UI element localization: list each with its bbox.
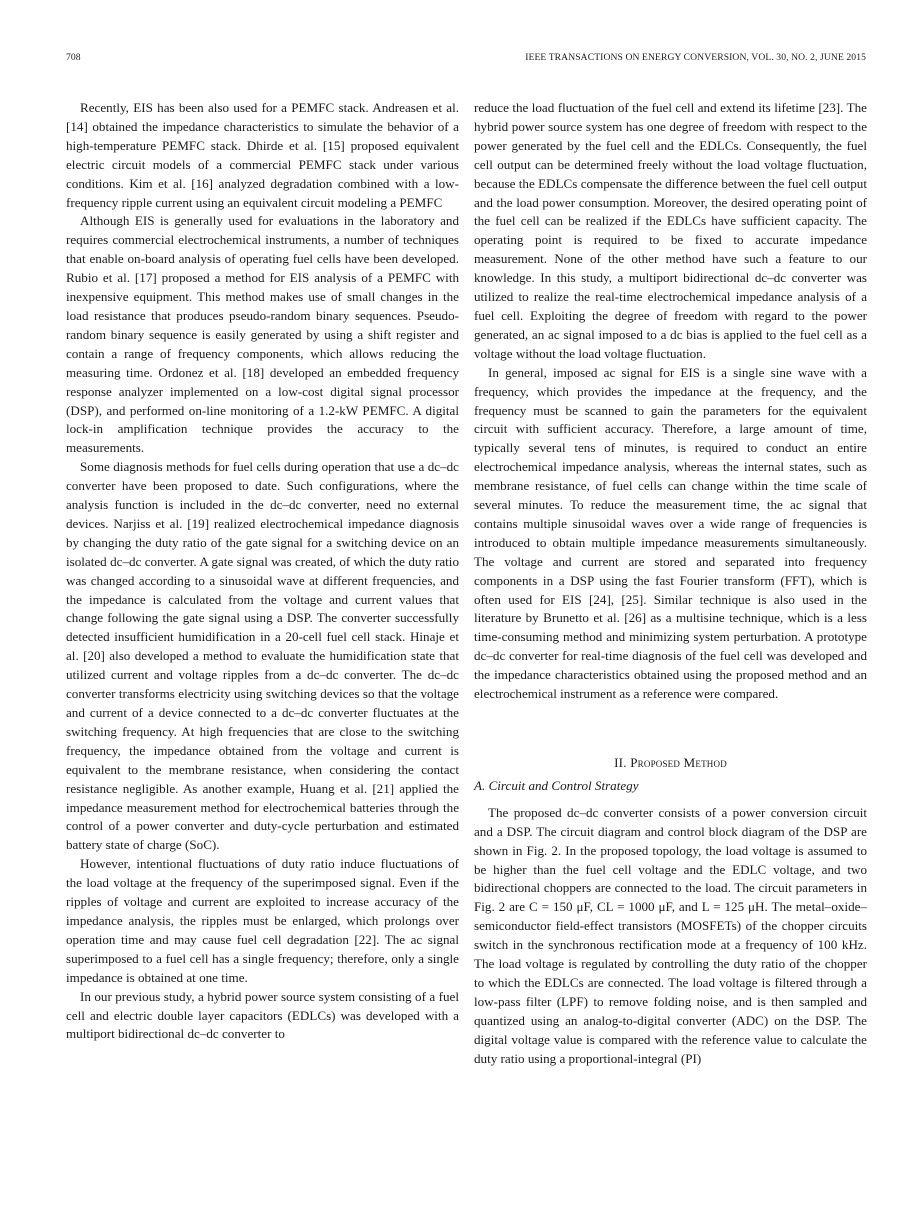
paragraph-circuit-control: The proposed dc–dc converter consists of a power conversion circuit and a DSP. The circuit diagram and control block diagram of the DSP are shown in Fig. 2. In the proposed topology, the load voltage is assumed to be higher than the fuel cell voltage and the EDLC voltage, and two bidirectional choppers are connected to the load. The circuit parameters in Fig. 2 are C = 150 μF, CL = 1000 μF, and L = 125 μH. The metal–oxide–semiconductor field-effect transistors (MOSFETs) of the chopper circuits switch in the synchronous rectification mode at a frequency of 100 kHz. The load voltage is regulated by controlling the duty ratio of the chopper to which the EDLCs are connected. The load voltage is filtered through a low-pass filter (LPF) to remove folding noise, and is then sampled and quantized using an analog-to-digital converter (ADC) on the DSP. The digital voltage value is compared with the reference value to calculate the duty ratio using a proportional-integral (PI) — [474, 804, 867, 1066]
paragraph-previous-study: In our previous study, a hybrid power source system consisting of a fuel cell and electric double layer capacitors (EDLCs) was developed with a multiport bidirectional dc–dc converter to — [66, 988, 459, 1042]
page-number: 708 — [66, 52, 81, 63]
right-column — [474, 99, 867, 1069]
left-column — [66, 99, 459, 1044]
section-title: Proposed Method — [630, 755, 727, 770]
paragraph-dcdc-diagnosis: Some diagnosis methods for fuel cells during operation that use a dc–dc converter have been proposed to date. Such configurations, where the analysis function is included in the dc–dc converter, need no external devices. Narjiss et al. [19] realized electrochemical impedance diagnosis by changing the duty ratio of the gate signal for a switching device on an isolated dc–dc converter. A gate signal was created, of which the duty ratio was changed according to a sinusoidal wave at different frequencies, and the impedance is calculated from the voltage and current values that change following the gate signal using a DSP. The converter successfully detected insufficient humidification in a 20-cell fuel cell stack. Hinaje et al. [20] also developed a method to evaluate the humidification state that utilized current and voltage ripples from a dc–dc converter. The dc–dc converter transforms electricity using switching devices so that the voltage and current of a device connected to a dc–dc converter fluctuates at the switching frequency. At high frequencies that are close to the switching frequency, the impedance obtained from the voltage and current is equivalent to the membrane resistance, when considering the contact resistance negligible. As another example, Huang et al. [21] applied the impedance measurement method for electrochemical batteries through the control of a power converter and duty-cycle perturbation and estimated battery state of charge (SoC). — [66, 459, 459, 853]
section-heading — [474, 754, 867, 773]
subsection-label: A. — [474, 777, 486, 793]
subsection-title: Circuit and Control Strategy — [488, 777, 639, 793]
paragraph-onboard-eis: Although EIS is generally used for evaluations in the laboratory and requires commercial electrochemical instruments, a number of techniques that enable on-board analysis of operating fuel cells have been developed. Rubio et al. [17] proposed a method for EIS analysis of a PEMFC with inexpensive equipment. This method makes use of small changes in the load resistance that produces pseudo-random binary sequences. Pseudo-random binary sequence is easily generated by using a shift register and contain a range of frequency components, which allows reducing the measuring time. Ordonez et al. [18] developed an embedded frequency response analyzer implemented on a low-cost digital signal processor (DSP), and performed on-line monitoring of a 1.2-kW PEMFC. A digital lock-in amplification technique provides the accuracy to the measurements. — [66, 213, 459, 456]
subsection-heading — [474, 777, 867, 796]
section-number: II. — [614, 755, 627, 770]
paragraph-hybrid-system: reduce the load fluctuation of the fuel cell and extend its lifetime [23]. The hybrid power source system has one degree of freedom with respect to the power generated by the fuel cell and the EDLCs. Consequently, the fuel cell output can be determined freely without the load voltage fluctuation, because the EDLCs compensate the difference between the fuel cell output and the load power consumption. Moreover, the desired operating point of the fuel cell can be realized if the EDLCs have sufficient capacity. The operating point is required to be fixed to accurate impedance measurement. None of the other method have such a feature to our knowledge. In this study, a multiport bidirectional dc–dc converter was utilized to realize the real-time electrochemical impedance analysis of a fuel cell. Exploiting the degree of freedom with regard to the power generated, an ac signal imposed to a dc bias is applied to the fuel cell as a voltage without the load voltage fluctuation. — [474, 100, 867, 361]
running-header — [66, 52, 866, 66]
paragraph-duty-fluctuation: However, intentional fluctuations of duty ratio induce fluctuations of the load voltage at the frequency of the superimposed signal. Even if the ripples of voltage and current are exploited to increase accuracy of the impedance analysis, the ripples must be enlarged, which prolongs over operation time and may cause fuel cell degradation [22]. The ac signal superimposed to a fuel cell has a single frequency; therefore, only a single impedance is obtained at one time. — [66, 856, 459, 985]
paragraph-eis-stack: Recently, EIS has been also used for a PEMFC stack. Andreasen et al. [14] obtained the impedance characteristics to simulate the behavior of a high-temperature PEMFC stack. Dhirde et al. [15] proposed equivalent electric circuit models of a commercial PEMFC stack under various conditions. Kim et al. [16] analyzed degradation combined with a low-frequency ripple current using an equivalent circuit modeling a PEMFC — [66, 100, 459, 210]
journal-title: IEEE TRANSACTIONS ON ENERGY CONVERSION, VOL. 30, NO. 2, JUNE 2015 — [525, 52, 866, 63]
paragraph-multisine: In general, imposed ac signal for EIS is a single sine wave with a frequency, which provides the impedance at the frequency, and the frequency must be scanned to gain the parameters for the equivalent circuit with sufficient accuracy. Therefore, a large amount of time, typically several tens of minutes, is required to conduct an entire electrochemical impedance analysis, whereas the internal states, such as membrane resistance, of fuel cells can change within the time scale of several minutes. To reduce the measurement time, the ac signal that contains multiple sinusoidal waves over a wide range of frequencies is introduced to obtain multiple impedance measurements simultaneously. The voltage and current are stored and separated into frequency components in a DSP using the fast Fourier transform (FFT), which is often used for EIS [24], [25]. Similar technique is also used in the literature by Brunetto et al. [26] as a multisine technique, which is a less time-consuming method and minimizing system perturbation. A prototype dc–dc converter for real-time diagnosis of the fuel cell was developed and the impedance characteristics obtained using the proposed method and an electrochemical instrument as a reference were compared. — [474, 364, 867, 702]
